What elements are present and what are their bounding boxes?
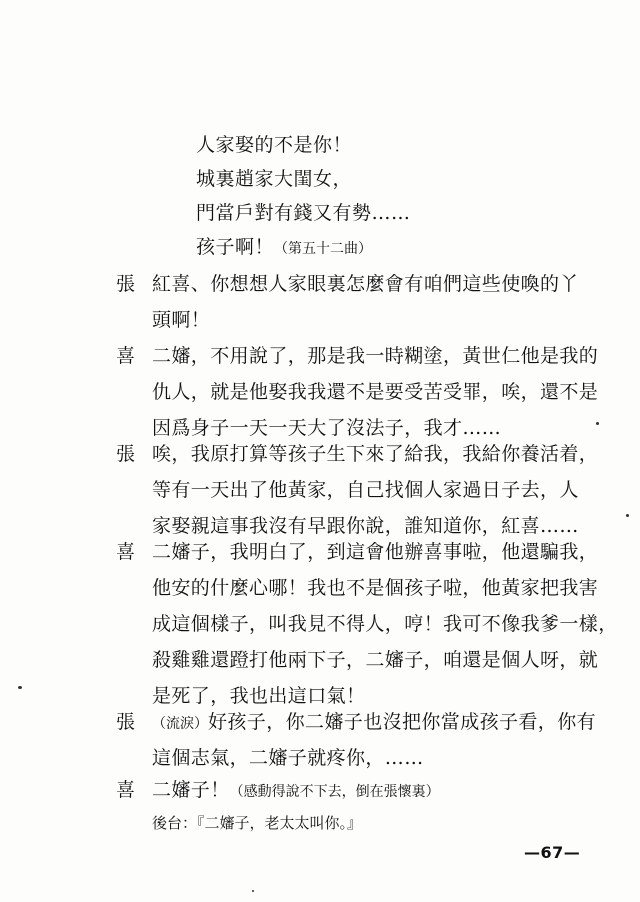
stage-direction: （流淚） [152, 716, 208, 732]
speaker-label: 喜 [116, 541, 136, 563]
speaker-label: 喜 [116, 779, 136, 801]
song-line-text: 孩子啊！ [196, 236, 275, 258]
song-line: 人家娶的不是你！ [196, 134, 353, 156]
stage-direction: （感動得說不下去，倒在張懷裏） [229, 784, 440, 800]
song-lyrics [196, 128, 596, 264]
dialogue-entry [116, 436, 599, 544]
speech-line: 二嬸子，我明白了，到這會他辦喜事啦，他還騙我， [152, 541, 599, 563]
speaker-label: 張 [116, 711, 136, 733]
song-line: 城裏趙家大閨女， [196, 168, 353, 190]
speech-line [152, 704, 597, 740]
song-line: 門當戶對有錢又有勢…… [196, 202, 411, 224]
speech-line: 紅喜、你想想人家眼裏怎麼會有咱們這些使喚的丫 [152, 273, 579, 295]
speech-line: 因爲身子一天一天大了沒法子，我才…… [152, 417, 502, 439]
speech-text [152, 534, 618, 714]
speaker-label: 張 [116, 443, 136, 465]
speech-line: 仇人，就是他娶我我還不是要受苦受罪，唉，還不是 [152, 381, 599, 403]
dialogue-entry [116, 534, 618, 714]
scan-speck [18, 686, 22, 689]
scan-speck [596, 422, 599, 425]
speech-line-text: 二嬸子！ [152, 779, 230, 801]
dialogue-entry [116, 772, 596, 838]
speech-line: 唉，我原打算等孩子生下來了給我，我給你養活着， [152, 443, 599, 465]
speech-line: 他安的什麼心哪！我也不是個孩子啦，他黃家把我害 [152, 577, 599, 599]
speaker-label: 喜 [116, 345, 136, 367]
dialogue-entry [116, 266, 596, 338]
speaker-label: 張 [116, 273, 136, 295]
scan-speck [252, 890, 254, 892]
page-number: —67— [524, 843, 581, 862]
song-number-note: （第五十二曲） [274, 241, 373, 257]
speech-line: 家娶親這事我沒有早跟你說，誰知道你，紅喜…… [152, 515, 579, 537]
song-line [196, 230, 596, 264]
speech-line: 成這個樣子，叫我見不得人，哼！我可不像我爹一樣， [152, 613, 618, 635]
speech-text [152, 704, 597, 776]
speech-text [152, 338, 599, 446]
dialogue-entry [116, 338, 599, 446]
scan-speck [626, 514, 629, 517]
offstage-line: 後台：『二嬸子，老太太叫你。』 [152, 814, 363, 832]
speech-text [152, 436, 599, 544]
dialogue-entry [116, 704, 596, 776]
speech-line: 殺雞雞還蹬打他兩下子，二嬸子，咱還是個人呀，就 [152, 649, 599, 671]
speech-line [152, 772, 592, 808]
speech-line: 頭啊！ [152, 309, 211, 331]
speech-line: 等有一天出了他黃家，自己找個人家過日子去，人 [152, 479, 579, 501]
speech-line: 二嬸，不用說了，那是我一時糊塗，黃世仁他是我的 [152, 345, 599, 367]
speech-line: 是死了，我也出這口氣！ [152, 685, 366, 707]
speech-text [152, 266, 592, 338]
speech-line-text: 好孩子，你二嬸子也沒把你當成孩子看，你有 [208, 711, 597, 733]
speech-text [152, 772, 592, 838]
speech-line: 這個志氣，二嬸子就疼你，…… [152, 747, 424, 769]
